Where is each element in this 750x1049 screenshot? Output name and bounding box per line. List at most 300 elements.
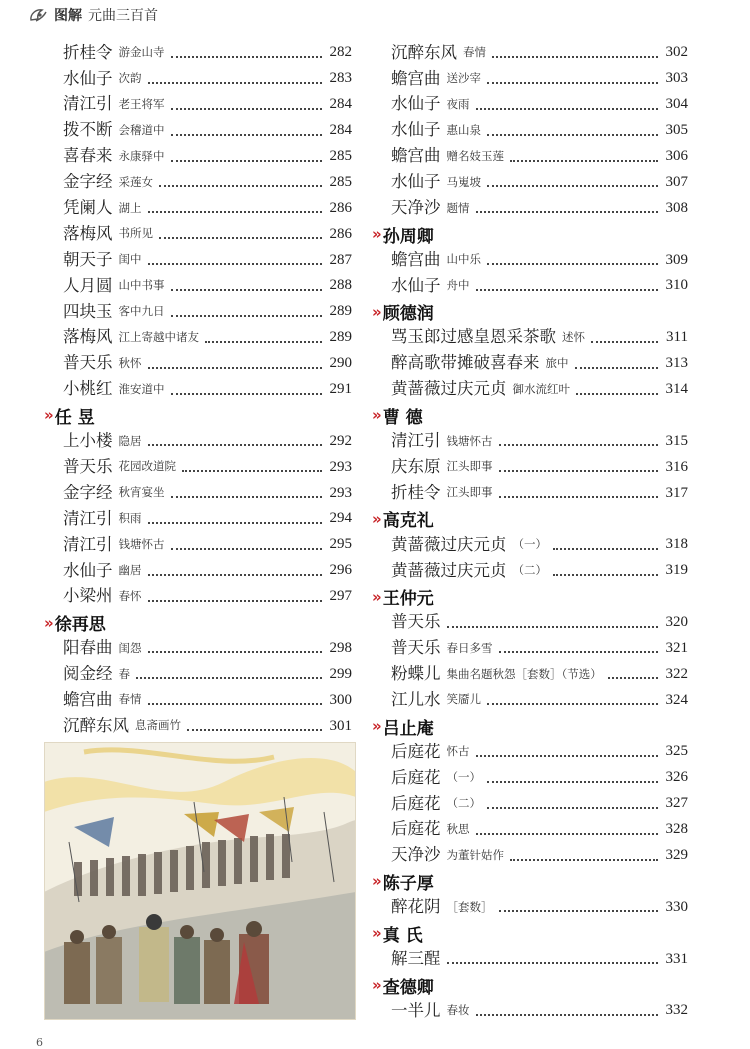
dot-leader [171,108,323,110]
toc-entry[interactable] [372,843,688,869]
author-marker-icon: » [372,509,378,528]
entry-subtitle: 春 [118,666,130,681]
toc-entry[interactable] [372,946,688,972]
dot-leader [171,548,323,550]
header-title: 图解 [54,8,82,24]
entry-subtitle: 为董针姑作 [446,847,504,862]
entry-page-number: 288 [329,277,352,294]
toc-entry[interactable] [372,118,688,144]
toc-entry[interactable] [44,169,352,195]
dot-leader [608,677,658,679]
toc-entry[interactable] [44,687,352,713]
entry-subtitle: 会稽道中 [118,122,165,137]
entry-page-number: 330 [665,898,688,915]
author-heading [44,610,352,636]
entry-subtitle: 次韵 [118,71,142,86]
toc-entry[interactable] [372,195,688,221]
dot-leader [553,548,658,550]
author-heading [372,221,688,247]
entry-title: 蟾宫曲 [391,68,441,88]
entry-title: 蟾宫曲 [63,689,113,709]
entry-page-number: 317 [665,484,688,501]
dot-leader [476,289,659,291]
entry-title: 水仙子 [391,275,441,295]
toc-entry[interactable] [372,480,688,506]
toc-entry[interactable] [372,610,688,636]
toc-entry[interactable] [372,40,688,66]
entry-title: 折桂令 [391,482,441,502]
toc-entry[interactable] [44,454,352,480]
entry-subtitle: 春妆 [446,1003,470,1018]
entry-page-number: 315 [665,432,688,449]
author-marker-icon: » [44,406,50,425]
dot-leader [171,315,323,317]
toc-entry[interactable] [372,247,688,273]
author-name: 曹 德 [382,407,423,428]
entry-title: 拨不断 [63,120,113,140]
toc-entry[interactable] [372,325,688,351]
author-heading [372,920,688,946]
entry-title: 金字经 [63,482,113,502]
author-heading [372,713,688,739]
entry-page-number: 310 [665,277,688,294]
toc-entry[interactable] [44,713,352,739]
toc-entry[interactable] [44,66,352,92]
entry-page-number: 305 [665,122,688,139]
entry-page-number: 327 [665,795,688,812]
entry-subtitle: 夜雨 [446,96,470,111]
toc-entry[interactable] [372,739,688,765]
dot-leader [575,367,659,369]
entry-subtitle: 游金山寺 [118,45,165,60]
author-marker-icon: » [372,924,378,943]
entry-page-number: 284 [329,96,352,113]
entry-page-number: 324 [665,691,688,708]
dot-leader [136,677,322,679]
toc-entry[interactable] [372,92,688,118]
dot-leader [499,444,659,446]
entry-title: 黄蔷薇过庆元贞 [391,534,507,554]
entry-subtitle: 老王将军 [118,96,165,111]
author-name: 真 氏 [382,925,423,946]
dot-leader [148,211,323,213]
entry-page-number: 326 [665,769,688,786]
author-marker-icon: » [372,872,378,891]
entry-page-number: 308 [665,199,688,216]
author-marker-icon: » [372,302,378,321]
entry-subtitle: 客中九日 [118,304,165,319]
entry-subtitle: 舟中 [446,278,470,293]
entry-title: 沉醉东风 [63,715,129,735]
dot-leader [487,781,658,783]
dot-leader [148,703,323,705]
entry-subtitle: 山中乐 [446,252,481,267]
entry-page-number: 322 [665,665,688,682]
entry-title: 四块玉 [63,301,113,321]
entry-page-number: 290 [329,355,352,372]
entry-title: 水仙子 [391,120,441,140]
toc-entry[interactable] [44,635,352,661]
entry-subtitle: 春情 [463,45,486,60]
author-heading [372,506,688,532]
entry-subtitle: 隐居 [118,433,142,448]
entry-subtitle: 钱塘怀古 [118,537,165,552]
entry-subtitle: 江头即事 [446,459,493,474]
dot-leader [487,134,658,136]
entry-page-number: 325 [665,743,688,760]
toc-entry[interactable] [372,273,688,299]
entry-subtitle: 赠名妓玉莲 [446,148,504,163]
entry-page-number: 311 [666,329,688,346]
toc-entry[interactable] [372,635,688,661]
entry-subtitle: 息斋画竹 [135,718,181,733]
author-name: 顾德润 [382,304,434,325]
toc-entry[interactable] [372,998,688,1024]
author-heading [372,584,688,610]
dot-leader [171,56,323,58]
author-name: 王仲元 [382,589,434,610]
entry-title: 清江引 [391,431,441,451]
entry-subtitle: 钱塘怀古 [446,433,493,448]
toc-entry[interactable] [372,351,688,377]
entry-title: 朝天子 [63,249,113,269]
toc-entry[interactable] [44,273,352,299]
entry-subtitle: （一） [512,537,547,552]
entry-subtitle: 幽居 [118,563,142,577]
entry-page-number: 314 [665,381,688,398]
dot-leader [171,289,323,291]
entry-page-number: 298 [329,639,352,656]
entry-title: 醉高歌带摊破喜春来 [391,353,540,373]
entry-title: 天净沙 [391,198,441,218]
entry-title: 小梁州 [63,586,113,606]
entry-page-number: 289 [329,329,352,346]
author-name: 任 昱 [54,407,95,428]
dot-leader [159,185,322,187]
entry-page-number: 306 [665,148,688,164]
entry-title: 普天乐 [63,456,113,476]
toc-entry[interactable] [44,351,352,377]
dot-leader [447,626,659,628]
author-name: 孙周卿 [382,226,434,247]
entry-title: 喜春来 [63,146,113,166]
entry-title: 一半儿 [391,1000,441,1020]
entry-subtitle: ［套数］ [446,899,493,914]
toc-entry[interactable] [44,532,352,558]
entry-page-number: 285 [329,173,352,190]
toc-entry[interactable] [372,454,688,480]
entry-page-number: 292 [329,432,352,449]
entry-page-number: 293 [329,458,352,475]
dot-leader [148,444,323,446]
entry-title: 清江引 [63,94,113,114]
toc-entry[interactable] [44,40,352,66]
dot-leader [171,496,323,498]
entry-title: 水仙子 [391,172,441,192]
dot-leader [591,341,658,343]
entry-page-number: 286 [329,199,352,216]
entry-subtitle: 秋怀 [118,355,142,370]
dot-leader [576,393,658,395]
entry-title: 小桃红 [63,379,113,399]
entry-subtitle: 述怀 [562,329,585,344]
dot-leader [487,807,658,809]
dot-leader [148,263,323,265]
dot-leader [187,729,322,731]
entry-title: 阳春曲 [63,638,113,658]
entry-page-number: 294 [329,510,352,527]
dot-leader [171,393,323,395]
entry-subtitle: 江上寄越中诸友 [118,329,199,344]
author-heading [372,972,688,998]
entry-title: 醉花阴 [391,897,441,917]
entry-page-number: 302 [665,44,688,61]
toc-entry[interactable] [372,532,688,558]
dot-leader [148,574,323,576]
entry-subtitle: 淮安道中 [118,381,165,396]
entry-subtitle: 春怀 [118,588,142,603]
entry-title: 庆东原 [391,456,441,476]
entry-page-number: 316 [665,458,688,475]
entry-page-number: 293 [329,484,352,501]
entry-title: 金字经 [63,172,113,192]
entry-page-number: 291 [329,381,352,398]
entry-title: 沉醉东风 [391,42,457,62]
entry-title: 水仙子 [63,560,113,580]
entry-subtitle: 笑靥儿 [446,692,481,707]
dot-leader [499,496,659,498]
author-name: 高克礼 [382,511,434,532]
author-heading [44,402,352,428]
toc-entry[interactable] [44,247,352,273]
book-logo-icon [28,6,48,24]
entry-title: 后庭花 [391,741,441,761]
author-name: 徐再思 [54,615,106,636]
entry-subtitle: 闺中 [118,252,142,267]
toc-entry[interactable] [44,506,352,532]
dot-leader [148,367,323,369]
toc-left-column [44,40,352,739]
entry-subtitle: 积雨 [118,511,142,526]
entry-title: 普天乐 [391,612,441,632]
entry-subtitle: 花园改道院 [118,459,176,474]
entry-subtitle: （一） [446,770,481,785]
toc-entry[interactable] [372,377,688,403]
entry-subtitle: 春情 [118,692,142,707]
entry-page-number: 321 [665,639,688,656]
dot-leader [487,703,658,705]
toc-entry[interactable] [372,765,688,791]
entry-page-number: 297 [329,588,352,605]
entry-page-number: 318 [665,536,688,553]
dot-leader [476,211,659,213]
author-marker-icon: » [372,976,378,994]
entry-title: 粉蝶儿 [391,664,441,684]
dot-leader [171,134,323,136]
dot-leader [159,237,322,239]
entry-subtitle: 秋思 [446,821,470,836]
entry-page-number: 332 [665,1002,688,1019]
author-heading [372,402,688,428]
entry-subtitle: 江头即事 [446,485,493,500]
dot-leader [148,522,323,524]
entry-title: 黄蔷薇过庆元贞 [391,379,507,399]
entry-page-number: 309 [665,251,688,268]
page-number: 6 [36,1036,43,1049]
entry-page-number: 284 [329,122,352,139]
entry-title: 清江引 [63,508,113,528]
entry-title: 天净沙 [391,845,441,865]
entry-subtitle: 春日多雪 [446,640,493,655]
dot-leader [148,600,323,602]
dot-leader [148,651,323,653]
toc-entry[interactable] [44,92,352,118]
entry-page-number: 287 [329,251,352,268]
author-marker-icon: » [372,717,378,736]
entry-page-number: 303 [665,70,688,87]
entry-subtitle: 采莲女 [118,174,153,189]
toc-entry[interactable] [372,661,688,687]
entry-subtitle: 御水流红叶 [512,381,570,396]
entry-page-number: 286 [329,225,352,242]
toc-entry[interactable] [44,144,352,170]
author-name: 陈子厚 [382,873,434,894]
dot-leader [476,108,659,110]
dot-leader [499,470,659,472]
entry-title: 凭阑人 [63,198,113,218]
entry-title: 蟾宫曲 [391,146,441,166]
entry-page-number: 304 [665,96,688,113]
toc-entry[interactable] [44,480,352,506]
entry-subtitle: 永康驿中 [118,148,165,163]
entry-subtitle: 书所见 [118,226,153,241]
dot-leader [148,82,323,84]
entry-title: 骂玉郎过感皇恩采茶歌 [391,327,556,347]
entry-title: 阅金经 [63,664,113,684]
entry-subtitle: 山中书事 [118,278,165,293]
entry-title: 江儿水 [391,689,441,709]
toc-entry[interactable] [44,118,352,144]
dot-leader [205,341,322,343]
entry-page-number: 313 [665,355,688,372]
entry-page-number: 331 [665,950,688,967]
entry-subtitle: 送沙宰 [446,71,481,86]
toc-entry[interactable] [44,221,352,247]
entry-page-number: 301 [329,717,352,734]
entry-page-number: 328 [665,821,688,838]
author-name: 查德卿 [382,977,434,998]
entry-title: 水仙子 [391,94,441,114]
toc-entry[interactable] [44,299,352,325]
author-name: 吕止庵 [382,718,434,739]
toc-entry[interactable] [372,144,688,170]
entry-subtitle: 马嵬坡 [446,174,481,189]
toc-entry[interactable] [372,687,688,713]
page-header [28,4,158,26]
entry-title: 落梅风 [63,327,113,347]
entry-title: 人月圆 [63,275,113,295]
toc-entry[interactable] [44,558,352,584]
toc-entry[interactable] [372,558,688,584]
dot-leader [510,859,658,861]
toc-right-column [372,40,688,1024]
entry-title: 黄蔷薇过庆元贞 [391,560,507,580]
dot-leader [492,56,658,58]
entry-page-number: 300 [329,691,352,708]
toc-entry[interactable] [372,428,688,454]
toc-entry[interactable] [44,377,352,403]
entry-title: 水仙子 [63,68,113,88]
author-heading [372,869,688,895]
author-marker-icon: » [372,587,378,606]
toc-entry[interactable] [372,894,688,920]
dot-leader [487,185,658,187]
dot-leader [499,910,659,912]
entry-page-number: 319 [665,562,688,579]
entry-title: 折桂令 [63,42,113,62]
dot-leader [487,82,658,84]
dot-leader [182,470,322,472]
dot-leader [510,160,658,162]
entry-page-number: 295 [329,536,352,553]
entry-title: 蟾宫曲 [391,249,441,269]
toc-entry[interactable] [372,791,688,817]
entry-subtitle: 秋宵宴坐 [118,485,165,500]
entry-page-number: 296 [329,562,352,579]
entry-subtitle: 怀古 [446,744,470,759]
entry-title: 解三酲 [391,948,441,968]
entry-title: 落梅风 [63,223,113,243]
entry-page-number: 299 [329,665,352,682]
entry-subtitle: 集曲名题秋怨［套数］（节选） [446,666,602,681]
entry-subtitle: 闺怨 [118,640,142,655]
entry-title: 清江引 [63,534,113,554]
entry-page-number: 282 [329,44,352,61]
entry-subtitle: 旅中 [545,355,569,370]
entry-title: 普天乐 [63,353,113,373]
toc-entry[interactable] [44,428,352,454]
toc-entry[interactable] [44,325,352,351]
entry-title: 普天乐 [391,638,441,658]
toc-entry[interactable] [44,195,352,221]
toc-entry[interactable] [372,169,688,195]
entry-page-number: 289 [329,303,352,320]
toc-entry[interactable] [372,817,688,843]
entry-title: 后庭花 [391,767,441,787]
army-march-illustration [44,742,356,1020]
dot-leader [487,263,658,265]
entry-subtitle: （二） [512,563,547,577]
entry-page-number: 285 [329,148,352,164]
author-marker-icon: » [372,225,378,244]
dot-leader [476,1014,659,1016]
entry-page-number: 307 [665,173,688,190]
toc-entry[interactable] [44,584,352,610]
dot-leader [553,574,658,576]
entry-page-number: 329 [665,847,688,864]
toc-entry[interactable] [44,661,352,687]
dot-leader [171,160,323,162]
entry-title: 后庭花 [391,793,441,813]
entry-page-number: 320 [665,614,688,631]
author-marker-icon: » [372,406,378,425]
entry-subtitle: 题情 [446,200,470,215]
header-subtitle: 元曲三百首 [88,8,158,24]
entry-title: 后庭花 [391,819,441,839]
author-marker-icon: » [44,613,50,632]
entry-subtitle: （二） [446,796,481,811]
toc-entry[interactable] [372,66,688,92]
